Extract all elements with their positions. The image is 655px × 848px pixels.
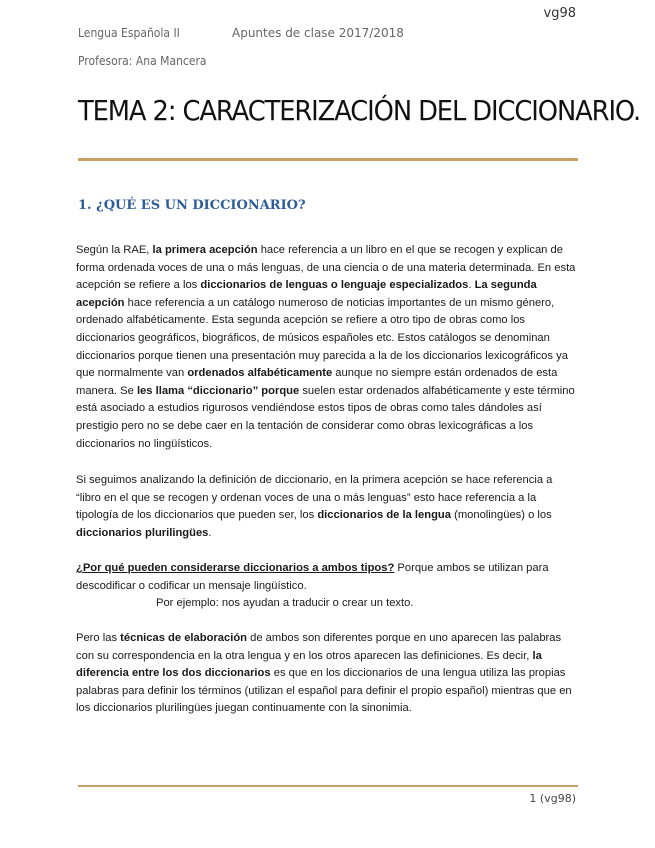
corner-tag: vg98 (543, 6, 576, 21)
text-run: aunque no siempre están ordenados de esta manera. Se (76, 367, 558, 397)
text-run: Según la RAE, (76, 244, 153, 256)
text-run: Pero las (76, 632, 121, 644)
text-run: . (208, 526, 212, 539)
page-number: 1 (vg98) (529, 792, 576, 805)
text-run: hace referencia a un libro en el que se recogen y explican de forma ordenada voces de una o más lenguas, de una ciencia o de una materia determinada. En esta acepción se refiere a los (76, 244, 576, 292)
bold-run: diccionarios plurilingües (76, 526, 209, 539)
text-run: de ambos son diferentes porque en uno aparecen las palabras con su correspondencia en la otra lengua y en los otros aparecen las definiciones. Es decir, (76, 632, 562, 662)
paragraph-1 (76, 242, 579, 453)
text-run: Si seguimos analizando la definición de diccionario, en la primera acepción se hace referencia a “libro en el que se recogen y ordenan voces de una o más lenguas” esto hace referencia a la tipología de los diccionarios que pueden ser, los (76, 474, 553, 522)
text-run: . (468, 279, 475, 292)
text-run: (monolingües) o los (450, 509, 552, 522)
bold-run: la primera acepción (152, 244, 258, 256)
paragraph-3 (76, 560, 579, 613)
text-run: hace referencia a un catálogo numeroso de noticias importantes de un mismo género, ordenado alfabéticamente. Esta segunda acepción se refiere a otro tipo de obras como los diccionarios geográficos, biográficos, de músicos españoles etc. Estos catálogos se denominan diccionarios porque tienen una presentación muy parecida a la de los diccionarios lexicográficos ya que normalmente van (76, 296, 568, 380)
title-divider (78, 158, 578, 161)
paragraph-2 (76, 472, 579, 542)
bold-run: ordenados alfabéticamente (187, 367, 333, 380)
bold-run: técnicas de elaboración (120, 632, 247, 644)
header-course: Lengua Española II (78, 26, 180, 40)
footer-divider (78, 785, 578, 787)
text-run: Porque ambos se utilizan para descodificar o codificar un mensaje lingüístico. (76, 562, 549, 592)
text-run: suelen estar ordenados alfabéticamente y este término está asociado a estudios rigurosos vendiéndose estos tipos de obras como tales dándoles así prestigio pero no se debe caer en la tentación de considerar como obras lexicográficas a los diccionarios no lingüísticos. (76, 384, 575, 450)
header-notes: Apuntes de clase 2017/2018 (232, 26, 404, 40)
page-title: TEMA 2: CARACTERIZACIÓN DEL DICCIONARIO. (78, 94, 641, 127)
header-teacher: Profesora: Ana Mancera (78, 54, 207, 68)
bold-run: La segunda acepción (76, 279, 537, 309)
bold-run: la diferencia entre los dos diccionarios (76, 649, 542, 680)
section-heading: 1. ¿QUÉ ES UN DICCIONARIO? (78, 198, 306, 213)
paragraph-4 (76, 630, 579, 718)
bold-run: diccionarios de la lengua (317, 509, 451, 522)
text-run: es que en los diccionarios de una lengua utiliza las propias palabras para definir los términos (utilizan el español para definir el propio español) mientras que en los diccionarios plurilingües juegan continuamente con la sinonimia. (76, 667, 572, 715)
underlined-question: ¿Por qué pueden considerarse diccionarios a ambos tipos? (76, 562, 395, 574)
example-line: Por ejemplo: nos ayudan a traducir o crear un texto. (156, 597, 414, 610)
bold-run: les llama “diccionario” porque (136, 384, 300, 397)
bold-run: diccionarios de lenguas o lenguaje especializados (200, 279, 469, 292)
